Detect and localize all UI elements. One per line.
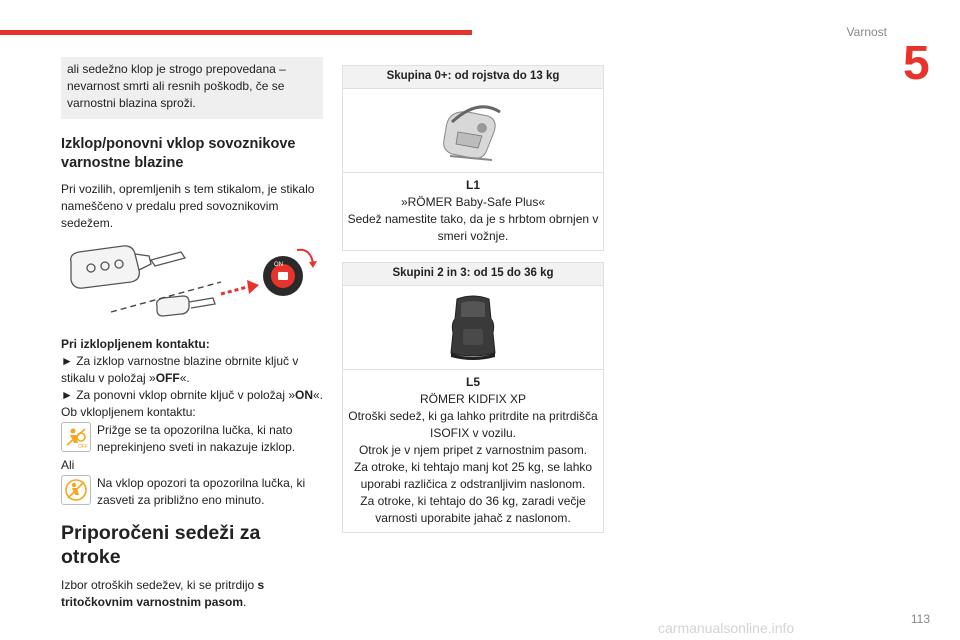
lamp-row-on xyxy=(61,475,323,509)
seat-code: L1 xyxy=(465,178,480,192)
or-label: Ali xyxy=(61,458,75,472)
key-switch-illustration xyxy=(61,242,323,330)
airbag-switch-icon xyxy=(263,250,317,296)
car-key-icon xyxy=(71,246,215,316)
step-on: ► Za ponovni vklop obrnite ključ v položaj »ON«. xyxy=(61,388,324,402)
table-header: Skupini 2 in 3: od 15 do 36 kg xyxy=(343,263,603,286)
page-number: 113 xyxy=(910,612,930,626)
step-off: ► Za izklop varnostne blazine obrnite ključ v stikalu v položaj »OFF«. xyxy=(61,354,299,385)
airbag-on-lamp-icon xyxy=(61,475,91,505)
airbag-off-lamp-icon xyxy=(61,422,91,452)
svg-text:OFF: OFF xyxy=(78,444,88,449)
infant-carrier-icon xyxy=(438,98,508,164)
table-body xyxy=(343,173,603,250)
seat-code: L5 xyxy=(465,375,480,389)
seat-line: Otroški sedež, ki ga lahko pritrdite na pritrdišča ISOFIX v vozilu. xyxy=(348,409,598,440)
booster-seat-icon xyxy=(443,293,503,363)
chapter-number: 5 xyxy=(903,37,930,90)
subheading: Izklop/ponovni vklop sovoznikove varnostne blazine xyxy=(61,136,296,171)
seat-model: »RÖMER Baby-Safe Plus« xyxy=(400,195,546,209)
watermark: carmanualsonline.info xyxy=(658,620,795,636)
table-header: Skupina 0+: od rojstva do 13 kg xyxy=(343,66,603,89)
ignition-on-label: Ob vklopljenem kontaktu: xyxy=(61,405,196,419)
seat-instruction: Sedež namestite tako, da je s hrbtom obrnjen v smeri vožnje. xyxy=(347,212,599,243)
main-heading: Priporočeni sedeži za otroke xyxy=(61,522,261,568)
ignition-off-label: Pri izklopljenem kontaktu: xyxy=(61,337,210,351)
left-column xyxy=(61,57,323,611)
closing-paragraph: Izbor otroških sedežev, ki se pritrdijo s tritočkovnim varnostnim pasom. xyxy=(61,578,265,609)
lamp-on-description: Na vklop opozori ta opozorilna lučka, ki zasveti za približno eno minuto. xyxy=(97,476,306,507)
seat-model: RÖMER KIDFIX XP xyxy=(419,392,526,406)
warning-box: ali sedežno klop je strogo prepovedana – nevarnost smrti ali resnih poškodb, če se varnostni blazina sproži. xyxy=(61,57,323,119)
svg-text:ON: ON xyxy=(274,262,283,268)
lamp-off-description: Prižge se ta opozorilna lučka, ki nato neprekinjeno sveti in nakazuje izklop. xyxy=(97,423,296,454)
seat-line: Otrok je v njem pripet z varnostnim pasom. xyxy=(358,443,588,457)
seat-image-cell xyxy=(343,89,603,173)
lamp-row-off xyxy=(61,422,323,456)
seat-table-group0 xyxy=(342,65,604,251)
table-body xyxy=(343,370,603,532)
seat-line: Za otroke, ki tehtajo manj kot 25 kg, se lahko uporabi različica z odstranljivim naslonom. xyxy=(353,460,593,491)
seat-table-group23 xyxy=(342,262,604,533)
header-accent-bar xyxy=(0,30,472,35)
intro-paragraph: Pri vozilih, opremljenih s tem stikalom, je stikalo nameščeno v predalu pred sovoznikovim sedežem. xyxy=(61,182,315,230)
section-title: Varnost xyxy=(846,25,887,39)
right-column xyxy=(342,65,604,544)
seat-image-cell xyxy=(343,286,603,370)
seat-line: Za otroke, ki tehtajo do 36 kg, zaradi večje varnosti uporabite jahač z naslonom. xyxy=(360,494,586,525)
